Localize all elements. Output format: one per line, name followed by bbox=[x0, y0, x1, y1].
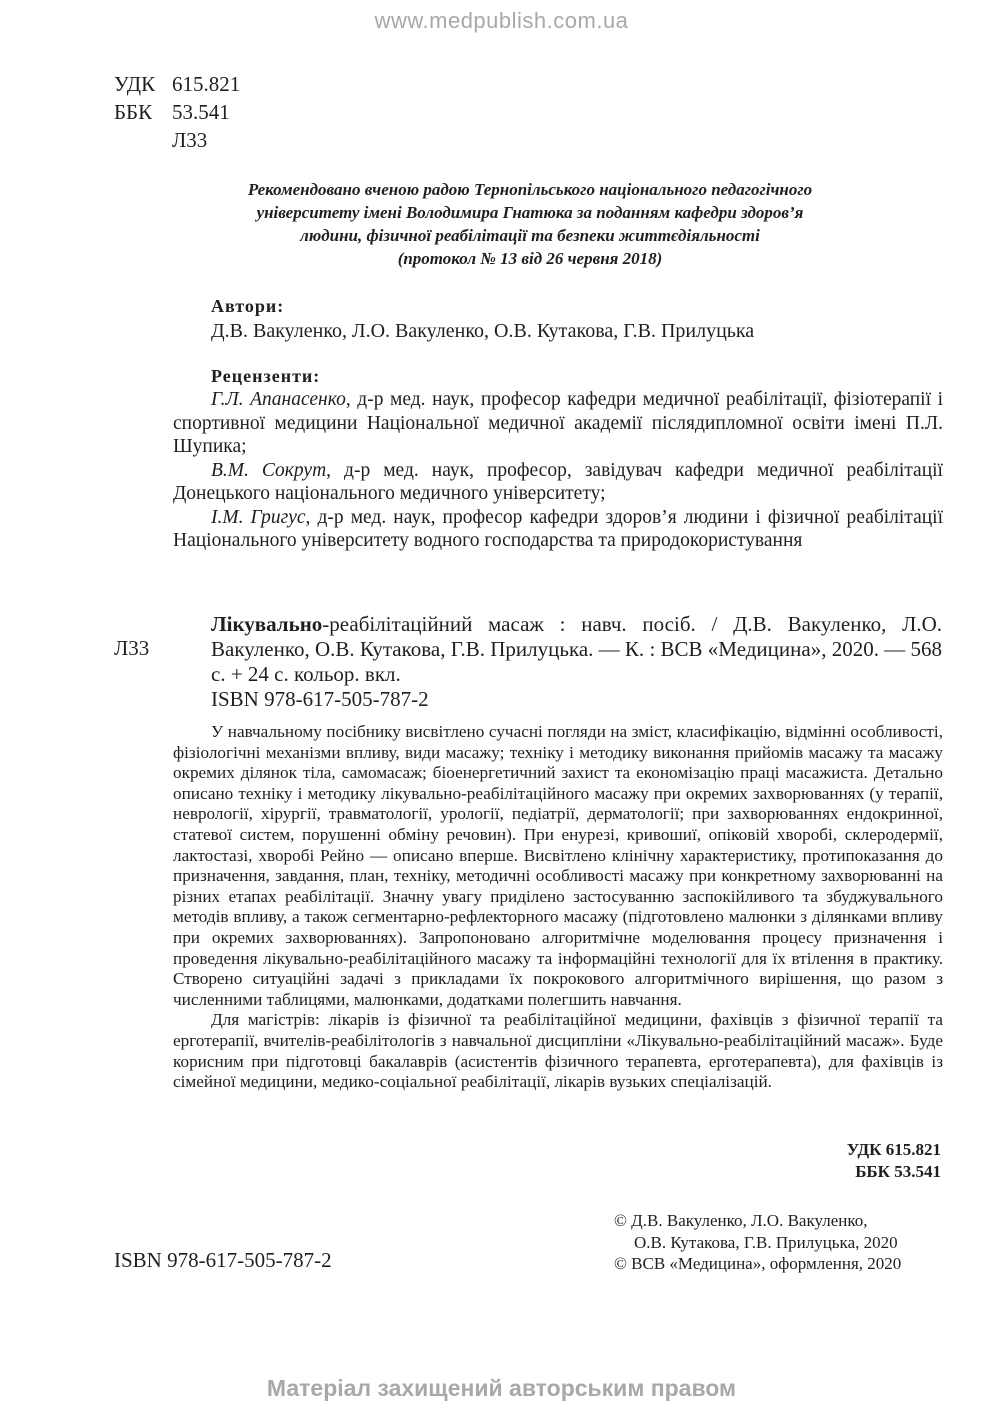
author-mark-value: Л33 bbox=[172, 128, 208, 152]
reviewers-list bbox=[173, 388, 943, 553]
authors-heading: Автори: bbox=[211, 296, 285, 316]
reviewers-heading: Рецензенти: bbox=[211, 366, 321, 386]
annotation bbox=[173, 722, 943, 1093]
recommendation-line: людини, фізичної реабілітації та безпеки життєдіяльності bbox=[300, 226, 760, 245]
classification-codes bbox=[114, 70, 240, 154]
reviewer-details: , д-р мед. наук, професор кафедри медичної реабілітації, фізіотерапії і спортивної медицини Національної медичної академії післядипломної освіти імені П.Л. Шупика; bbox=[173, 389, 943, 457]
biblio-description: -реабілітаційний масаж : навч. посіб. / Д.В. Вакуленко, Л.О. Вакуленко, О.В. Кутакова, Г.В. Прилуцька. — К. : ВСВ «Медицина», 2020. — 568 с. + 24 с. кольор. вкл. bbox=[211, 612, 942, 686]
reviewer-details: , д-р мед. наук, професор кафедри здоров’я людини і фізичної реабілітації Національного університету водного господарства та природокористування bbox=[173, 506, 943, 551]
udk-label: УДК bbox=[114, 72, 156, 96]
author-mark-row bbox=[114, 126, 240, 154]
bbk-row bbox=[114, 98, 240, 126]
reviewer-entry bbox=[173, 506, 943, 553]
recommendation-line: Рекомендовано вченою радою Тернопільського національного педагогічного bbox=[247, 180, 813, 199]
biblio-title-bold: Лікувально bbox=[211, 612, 323, 636]
author-mark-label bbox=[114, 126, 172, 154]
reviewer-details: , д-р мед. наук, професор, завідувач кафедри медичної реабілітації Донецького національного медичного університету; bbox=[173, 459, 943, 504]
copyright-line: © ВСВ «Медицина», оформлення, 2020 bbox=[614, 1254, 902, 1273]
watermark-bottom: Матеріал захищений авторським правом bbox=[266, 1375, 737, 1401]
reviewer-name: Г.Л. Апанасенко bbox=[211, 389, 346, 410]
reviewer-entry bbox=[173, 388, 943, 459]
reviewer-entry bbox=[173, 459, 943, 506]
authors-list: Д.В. Вакуленко, Л.О. Вакуленко, О.В. Кутакова, Г.В. Прилуцька bbox=[211, 320, 755, 342]
classification-codes-right bbox=[847, 1139, 941, 1183]
udk-row bbox=[114, 70, 240, 98]
recommendation-line: університету імені Володимира Гнатюка за поданням кафедри здоров’я bbox=[256, 203, 804, 222]
isbn-bottom: ISBN 978-617-505-787-2 bbox=[114, 1248, 332, 1272]
biblio-isbn: ISBN 978-617-505-787-2 bbox=[211, 687, 429, 711]
copyright-block bbox=[614, 1210, 901, 1275]
reviewer-name: В.М. Сокрут bbox=[211, 459, 327, 481]
annotation-paragraph: У навчальному посібнику висвітлено сучасні погляди на зміст, класифікацію, відмінні особливості, фізіологічні механізми впливу, види масажу; техніку і методику виконання прийомів масажу та масажу окремих ділянок тіла, самомасаж; біоенергетичний захист та економізацію праці масажиста. Детально описано техніку і методику лікувально-реабілітаційного масажу при окремих захворюваннях (у терапії, неврології, хірургії, травматології, урології, педіатрії, дерматології; при захворюваннях ендокринної, статевої систем, порушенні обміну речовин). При енурезі, кривошиї, опіковій хворобі, склеродермії, лактостазі, хворобі Рейно — описано вперше. Висвітлено клінічну характеристику, протипоказання до призначення, завдання, план, техніку, методичні особливості масажу при конкретному захворюванні на різних етапах реабілітації. Значну увагу приділено застосуванню заспокійливого та збуджувального методів впливу, а також сегментарно-рефлекторного масажу (підготовлено малюнки з ділянками впливу при окремих захворюваннях). Запропоновано алгоритмічне моделювання процесу призначення і проведення лікувально-реабілітаційного масажу та інформаційні технології для їх втілення в практику. Створено ситуаційні задачі з прикладами їх покрокового алгоритмічного вирішення, що разом з численними таблицями, малюнками, додатками полегшить навчання. bbox=[173, 722, 943, 1009]
udk-value: 615.821 bbox=[172, 72, 241, 96]
annotation-paragraph: Для магістрів: лікарів із фізичної та реабілітаційної медицини, фахівців з фізичної терапії та ерготерапії, вчителів-реабілітологів з навчальної дисципліни «Лікувально-реабілітаційний масаж». Буде корисним при підготовці бакалаврів (асистентів фізичного терапевта, ерготерапевта), для фахівців із сімейної медицини, медико-соціальної реабілітації, лікарів вузьких спеціалізацій. bbox=[173, 1010, 943, 1092]
bbk-code-right: ББК 53.541 bbox=[855, 1162, 941, 1181]
recommendation-note bbox=[140, 178, 920, 270]
bibliographic-record bbox=[211, 612, 942, 687]
udk-code-right: УДК 615.821 bbox=[846, 1140, 941, 1159]
copyright-line: О.В. Кутакова, Г.В. Прилуцька, 2020 bbox=[634, 1232, 898, 1252]
bbk-label: ББК bbox=[114, 100, 153, 124]
biblio-author-mark: Л33 bbox=[114, 636, 150, 660]
copyright-line: © Д.В. Вакуленко, Л.О. Вакуленко, bbox=[614, 1211, 868, 1230]
reviewer-name: І.М. Григус bbox=[211, 506, 306, 528]
recommendation-line: (протокол № 13 від 26 червня 2018) bbox=[397, 249, 663, 268]
bbk-value: 53.541 bbox=[172, 100, 230, 124]
watermark-top: www.medpublish.com.ua bbox=[374, 8, 629, 33]
